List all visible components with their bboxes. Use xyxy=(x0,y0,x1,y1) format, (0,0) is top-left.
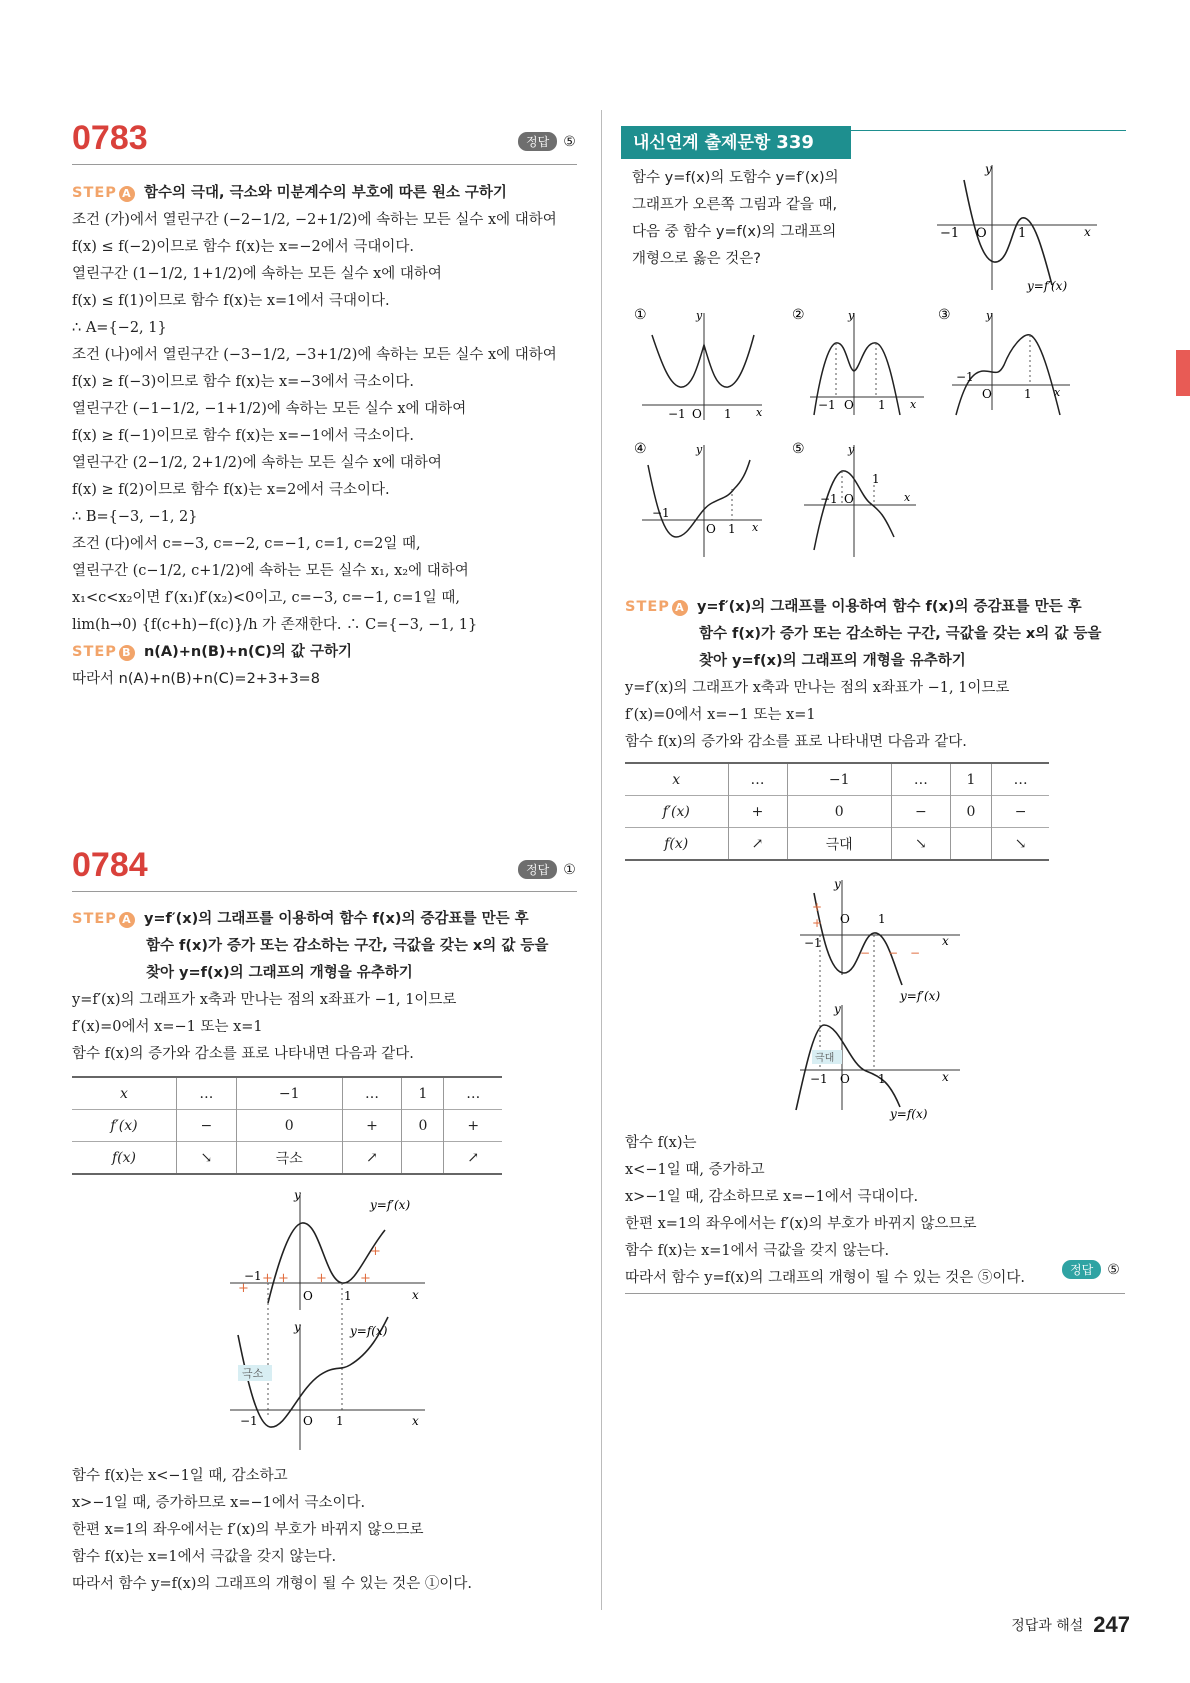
conclusion-line: 함수 f(x)는 x=1에서 극값을 갖지 않는다. xyxy=(625,1243,890,1259)
tick-label: −1 xyxy=(244,1269,262,1283)
section-rule xyxy=(72,891,577,892)
table-cell: 1 xyxy=(402,1077,444,1110)
table-cell: 0 xyxy=(402,1110,444,1142)
solution-line: f(x) ≤ f(−2)이므로 함수 f(x)는 x=−2에서 극대이다. xyxy=(72,239,414,255)
tick-label: 1 xyxy=(878,912,886,926)
y-axis-label: y xyxy=(294,1320,301,1334)
solution-339 xyxy=(625,594,1125,861)
table-cell: − xyxy=(992,796,1049,828)
x-axis-label: x xyxy=(904,491,911,504)
tick-label: −1 xyxy=(940,226,960,241)
conclusion-line: 따라서 함수 y=f(x)의 그래프의 개형이 될 수 있는 것은 ⑤이다. xyxy=(625,1270,1025,1286)
solution-line: 조건 (나)에서 열린구간 (−3−1/2, −3+1/2)에 속하는 모든 실수 x에 대하여 xyxy=(72,347,557,363)
conclusion-0784 xyxy=(72,1463,582,1598)
answer-value: ⑤ xyxy=(1107,1261,1120,1278)
table-cell: + xyxy=(342,1110,402,1142)
conclusion-line: 한편 x=1의 좌우에서는 f′(x)의 부호가 바뀌지 않으므로 xyxy=(625,1216,977,1232)
table-row xyxy=(625,796,1049,828)
solution-line: x₁<c<x₂이면 f′(x₁)f′(x₂)<0이고, c=−3, c=−1, c=1일 때, xyxy=(72,590,461,606)
conclusion-line: 함수 f(x)는 xyxy=(625,1135,697,1151)
table-cell: f′(x) xyxy=(662,803,690,820)
sign-mark: − xyxy=(860,946,871,960)
solution-line: y=f′(x)의 그래프가 x축과 만나는 점의 x좌표가 −1, 1이므로 xyxy=(72,992,457,1008)
y-axis-label: y xyxy=(848,309,855,322)
x-axis-label: x xyxy=(1084,225,1091,239)
problem-line: 다음 중 함수 y=f(x)의 그래프의 xyxy=(632,224,837,240)
tick-label: −1 xyxy=(668,407,686,421)
tick-label: 1 xyxy=(878,1072,886,1086)
tick-label: 1 xyxy=(878,398,886,412)
sign-mark: + xyxy=(278,1271,289,1286)
problem-line: 함수 y=f(x)의 도함수 y=f′(x)의 xyxy=(632,170,839,186)
x-axis-label: x xyxy=(752,521,759,534)
solution-line: 함수 f(x)의 증가와 감소를 표로 나타내면 다음과 같다. xyxy=(625,734,967,750)
table-cell: 극소 xyxy=(236,1142,342,1175)
table-cell: 1 xyxy=(950,763,991,796)
y-axis-label: y xyxy=(848,443,855,456)
choice-3[interactable] xyxy=(938,307,1070,415)
step-a-heading: STEP A y=f′(x)의 그래프를 이용하여 함수 f(x)의 증감표를 만든 후 xyxy=(625,599,1082,615)
curve-label: y=f(x) xyxy=(890,1107,928,1121)
answer-0783 xyxy=(518,132,576,151)
table-cell: … xyxy=(728,763,787,796)
choice-5[interactable] xyxy=(792,441,916,557)
fprime-curve xyxy=(814,893,902,985)
step-title-line: 함수 f(x)가 증가 또는 감소하는 구간, 극값을 갖는 x의 값 등을 xyxy=(699,626,1102,642)
table-row xyxy=(72,1142,502,1175)
table-cell: 0 xyxy=(787,796,891,828)
solution-0784 xyxy=(72,906,582,1175)
solution-line: 열린구간 (c−1/2, c+1/2)에 속하는 모든 실수 x₁, x₂에 대하여 xyxy=(72,563,469,579)
problem-number-0784: 0784 xyxy=(72,846,148,884)
step-title-line: 찾아 y=f(x)의 그래프의 개형을 유추하기 xyxy=(146,965,413,981)
page-footer xyxy=(1011,1612,1130,1638)
sign-mark: + xyxy=(262,1271,273,1286)
table-cell: … xyxy=(891,763,950,796)
table-cell: f′(x) xyxy=(110,1117,138,1134)
origin-label: O xyxy=(840,912,850,926)
answer-339 xyxy=(1062,1260,1120,1279)
max-label: 극대 xyxy=(815,1053,835,1064)
x-axis-label: x xyxy=(942,1070,949,1084)
column-divider xyxy=(601,110,602,1610)
final-answer-line: 따라서 n(A)+n(B)+n(C)=2+3+3=8 xyxy=(72,671,320,687)
table-row xyxy=(625,763,1049,796)
table-cell: + xyxy=(444,1110,502,1142)
conclusion-line: x<−1일 때, 증가하고 xyxy=(625,1162,765,1178)
tick-label: −1 xyxy=(240,1414,258,1428)
graph-0784 xyxy=(220,1185,440,1455)
step-tag: STEP A xyxy=(72,911,135,927)
origin-label: O xyxy=(844,492,854,506)
table-cell: ↘ xyxy=(176,1142,236,1175)
step-a-heading: STEP A y=f′(x)의 그래프를 이용하여 함수 f(x)의 증감표를 만든 후 xyxy=(72,911,529,927)
table-cell: − xyxy=(891,796,950,828)
table-cell: ↗ xyxy=(728,828,787,861)
origin-label: O xyxy=(844,398,854,412)
x-axis-label: x xyxy=(942,934,949,948)
table-cell: … xyxy=(992,763,1049,796)
choice-1[interactable] xyxy=(634,307,763,421)
step-title-line: 찾아 y=f(x)의 그래프의 개형을 유추하기 xyxy=(699,653,966,669)
choice-2[interactable] xyxy=(792,307,924,415)
solution-line: 조건 (가)에서 열린구간 (−2−1/2, −2+1/2)에 속하는 모든 실수 x에 대하여 xyxy=(72,212,557,228)
step-b-heading: STEP B n(A)+n(B)+n(C)의 값 구하기 xyxy=(72,644,353,660)
sign-table xyxy=(72,1076,502,1175)
page-number: 247 xyxy=(1093,1612,1130,1637)
intro-lines xyxy=(72,987,582,1068)
table-cell: ↗ xyxy=(342,1142,402,1175)
tick-label: −1 xyxy=(652,506,670,520)
solution-line: ∴ B={−3, −1, 2} xyxy=(72,509,198,525)
tick-label: −1 xyxy=(804,936,822,950)
y-axis-label: y xyxy=(985,162,992,176)
sign-mark: − xyxy=(888,946,899,960)
table-cell: ↘ xyxy=(992,828,1049,861)
answer-label: 정답 xyxy=(1062,1260,1101,1279)
y-axis-label: y xyxy=(294,1188,301,1202)
tick-label: −1 xyxy=(810,1072,828,1086)
y-axis-label: y xyxy=(834,1002,841,1016)
sign-mark: + xyxy=(812,916,823,930)
table-cell: −1 xyxy=(236,1077,342,1110)
choice-number: ① xyxy=(634,307,647,323)
table-row xyxy=(72,1077,502,1110)
solution-line: f(x) ≤ f(1)이므로 함수 f(x)는 x=1에서 극대이다. xyxy=(72,293,390,309)
table-cell: + xyxy=(728,796,787,828)
sign-mark: − xyxy=(910,946,921,960)
sign-mark: + xyxy=(360,1271,371,1286)
sign-mark: + xyxy=(316,1271,327,1286)
solution-line: f(x) ≥ f(−3)이므로 함수 f(x)는 x=−3에서 극소이다. xyxy=(72,374,414,390)
choice-4[interactable] xyxy=(634,441,762,557)
curve-label: y=f′(x) xyxy=(370,1198,411,1212)
step-a-heading: STEP A 함수의 극대, 극소와 미분계수의 부호에 따른 원소 구하기 xyxy=(72,185,507,201)
table-cell: −1 xyxy=(787,763,891,796)
related-problem-header: 내신연계 출제문항 339 xyxy=(621,126,851,159)
table-row xyxy=(72,1110,502,1142)
conclusion-line: x>−1일 때, 감소하므로 x=−1에서 극대이다. xyxy=(625,1189,919,1205)
step-tag: STEP A xyxy=(72,185,135,201)
section-rule xyxy=(625,1293,1125,1294)
y-axis-label: y xyxy=(696,309,703,322)
step-title-line: 함수 f(x)가 증가 또는 감소하는 구간, 극값을 갖는 x의 값 등을 xyxy=(146,938,549,954)
table-cell: f(x) xyxy=(111,1149,136,1166)
solution-line: 열린구간 (2−1/2, 2+1/2)에 속하는 모든 실수 x에 대하여 xyxy=(72,455,442,471)
solution-line: y=f′(x)의 그래프가 x축과 만나는 점의 x좌표가 −1, 1이므로 xyxy=(625,680,1010,696)
curve-label: y=f(x) xyxy=(350,1324,388,1338)
x-axis-label: x xyxy=(1054,386,1061,399)
solution-line: f(x) ≥ f(−1)이므로 함수 f(x)는 x=−1에서 극소이다. xyxy=(72,428,414,444)
tick-label: 1 xyxy=(1018,226,1027,241)
conclusion-line: 한편 x=1의 좌우에서는 f′(x)의 부호가 바뀌지 않으므로 xyxy=(72,1522,424,1538)
solution-0783 xyxy=(72,180,582,693)
footer-label: 정답과 해설 xyxy=(1011,1618,1084,1634)
table-cell: − xyxy=(176,1110,236,1142)
tick-label: 1 xyxy=(1024,387,1032,401)
graph-339 xyxy=(790,875,970,1135)
solution-line: lim(h→0) {f(c+h)−f(c)}/h 가 존재한다. ∴ C={−3, −1, 1} xyxy=(72,617,478,633)
chapter-tab xyxy=(1176,350,1190,396)
x-axis-label: x xyxy=(756,406,763,419)
sign-table xyxy=(625,762,1049,861)
tick-label: −1 xyxy=(820,492,838,506)
table-cell xyxy=(402,1142,444,1175)
origin-label: O xyxy=(982,387,992,401)
tick-label: 1 xyxy=(336,1414,344,1428)
problem-text xyxy=(632,165,932,273)
conclusion-line: 함수 f(x)는 x=1에서 극값을 갖지 않는다. xyxy=(72,1549,337,1565)
x-axis-label: x xyxy=(412,1288,419,1302)
conclusion-line: 따라서 함수 y=f(x)의 그래프의 개형이 될 수 있는 것은 ①이다. xyxy=(72,1576,472,1592)
curve-label: y=f′(x) xyxy=(900,989,941,1003)
y-axis-label: y xyxy=(696,443,703,456)
header-rule xyxy=(839,130,1126,131)
sign-mark: + xyxy=(370,1244,381,1259)
section-rule xyxy=(72,164,577,165)
answer-label: 정답 xyxy=(518,860,557,879)
problem-line: 그래프가 오른쪽 그림과 같을 때, xyxy=(632,197,838,213)
solution-line: 열린구간 (−1−1/2, −1+1/2)에 속하는 모든 실수 x에 대하여 xyxy=(72,401,467,417)
tick-label: −1 xyxy=(818,398,836,412)
origin-label: O xyxy=(303,1414,313,1428)
table-cell: f(x) xyxy=(664,835,689,852)
table-cell: … xyxy=(444,1077,502,1110)
tick-label: 1 xyxy=(872,472,880,486)
solution-line: f′(x)=0에서 x=−1 또는 x=1 xyxy=(625,707,816,723)
solution-line: f′(x)=0에서 x=−1 또는 x=1 xyxy=(72,1019,263,1035)
origin-label: O xyxy=(976,226,987,241)
table-cell: ↘ xyxy=(891,828,950,861)
problem-number-0783: 0783 xyxy=(72,119,148,157)
tick-label: 1 xyxy=(724,407,732,421)
sign-mark: + xyxy=(812,900,823,914)
solution-lines xyxy=(72,207,582,639)
solution-line: 함수 f(x)의 증가와 감소를 표로 나타내면 다음과 같다. xyxy=(72,1046,414,1062)
intro-lines xyxy=(625,675,1125,756)
sign-mark: + xyxy=(238,1281,249,1296)
tick-label: 1 xyxy=(344,1289,352,1303)
problem-line: 개형으로 옳은 것은? xyxy=(632,251,761,267)
step-tag: STEP B xyxy=(72,644,135,660)
step-tag: STEP A xyxy=(625,599,688,615)
curve-label: y=f′(x) xyxy=(1027,279,1068,293)
solution-line: 열린구간 (1−1/2, 1+1/2)에 속하는 모든 실수 x에 대하여 xyxy=(72,266,442,282)
table-cell: ↗ xyxy=(444,1142,502,1175)
choice-number: ③ xyxy=(938,307,951,323)
table-cell xyxy=(950,828,991,861)
x-axis-label: x xyxy=(412,1414,419,1428)
answer-0784 xyxy=(518,860,576,879)
answer-label: 정답 xyxy=(518,132,557,151)
answer-value: ⑤ xyxy=(563,133,576,150)
table-cell: x xyxy=(120,1085,128,1102)
y-axis-label: y xyxy=(986,309,993,322)
min-label: 극소 xyxy=(242,1367,264,1380)
solution-line: ∴ A={−2, 1} xyxy=(72,320,167,336)
x-axis-label: x xyxy=(910,398,917,411)
table-cell: 극대 xyxy=(787,828,891,861)
tick-label: 1 xyxy=(728,522,736,536)
table-cell: … xyxy=(176,1077,236,1110)
origin-label: O xyxy=(692,407,702,421)
answer-value: ① xyxy=(563,861,576,878)
origin-label: O xyxy=(303,1289,313,1303)
table-cell: … xyxy=(342,1077,402,1110)
fprime-curve xyxy=(268,1223,385,1303)
solution-line: 조건 (다)에서 c=−3, c=−2, c=−1, c=1, c=2일 때, xyxy=(72,536,421,552)
table-cell: 0 xyxy=(950,796,991,828)
conclusion-339 xyxy=(625,1130,1135,1292)
problem-graph xyxy=(932,160,1102,295)
tick-label: −1 xyxy=(956,370,974,384)
y-axis-label: y xyxy=(834,877,841,891)
conclusion-line: 함수 f(x)는 x<−1일 때, 감소하고 xyxy=(72,1468,288,1484)
f-curve xyxy=(796,1025,900,1110)
table-cell: 0 xyxy=(236,1110,342,1142)
conclusion-line: x>−1일 때, 증가하므로 x=−1에서 극소이다. xyxy=(72,1495,366,1511)
origin-label: O xyxy=(706,522,716,536)
answer-choices xyxy=(632,305,1102,560)
origin-label: O xyxy=(840,1072,850,1086)
table-cell: x xyxy=(672,771,681,788)
table-row xyxy=(625,828,1049,861)
solution-line: f(x) ≥ f(2)이므로 함수 f(x)는 x=2에서 극소이다. xyxy=(72,482,390,498)
choice-number: ⑤ xyxy=(792,441,805,457)
choice-number: ④ xyxy=(634,441,647,457)
choice-number: ② xyxy=(792,307,805,323)
